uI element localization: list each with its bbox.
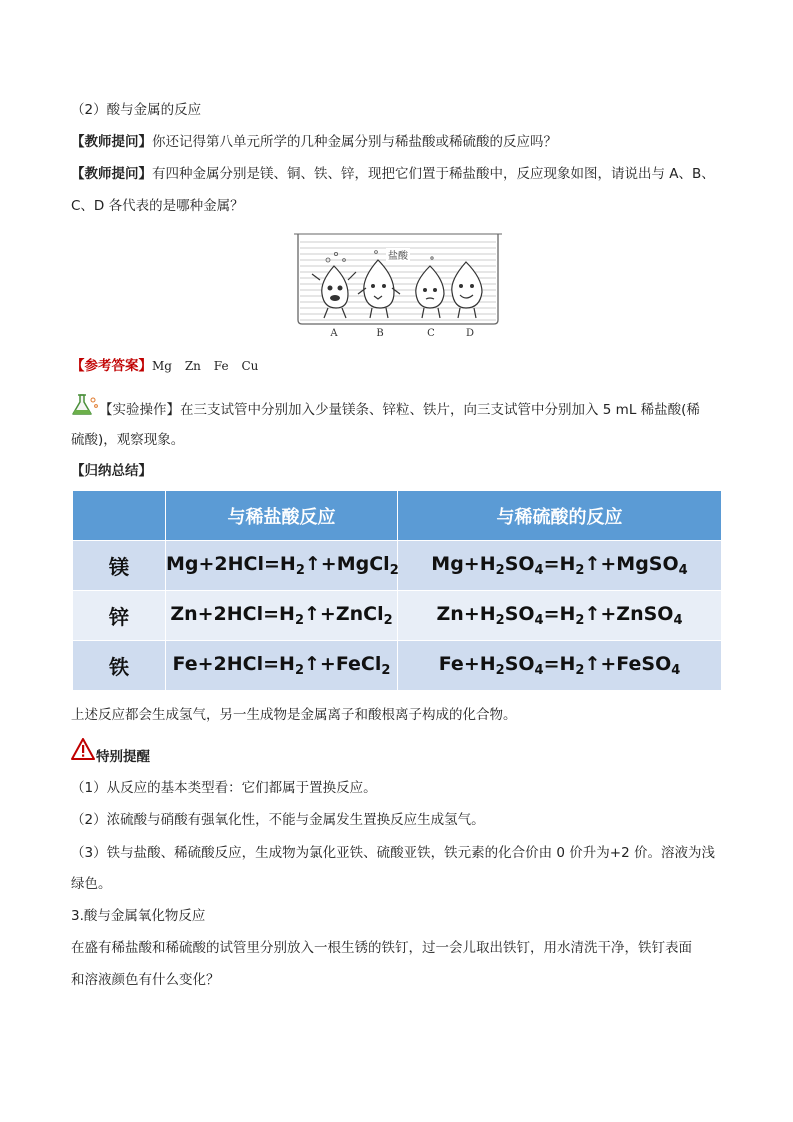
table-row — [73, 641, 722, 691]
experiment-tag: 【实验操作】 — [99, 402, 180, 418]
experiment-cont: 硫酸)，观察现象。 — [71, 432, 185, 448]
experiment — [99, 400, 700, 420]
teacher-question-2-cont: C、D 各代表的是哪种金属？ — [71, 198, 244, 214]
table-row — [73, 591, 722, 641]
metal-droplet-a — [312, 266, 356, 318]
h2so4-equation: $Mg+H_2SO_4=H_2↑+MgSO_4$ — [398, 541, 722, 591]
metal-cell: 铁 — [73, 641, 166, 691]
metal-droplet-d — [452, 262, 482, 318]
h2so4-equation: $Fe+H_2SO_4=H_2↑+FeSO_4$ — [398, 641, 722, 691]
label-d: D — [465, 328, 475, 339]
table-header-row — [73, 491, 722, 541]
reminder-point-3-cont: 绿色。 — [71, 876, 112, 892]
metal-cell: 锌 — [73, 591, 166, 641]
label-c: C — [427, 328, 435, 339]
section-3-question-cont: 和溶液颜色有什么变化？ — [71, 972, 220, 988]
answer-item: Mg — [152, 359, 172, 373]
answer-tag: 【参考答案】 — [71, 358, 152, 374]
header-cell — [73, 491, 166, 541]
reminder-point-2: （2）浓硫酸与硝酸有强氧化性，不能与金属发生置换反应生成氢气。 — [71, 812, 485, 828]
experiment-text: 在三支试管中分别加入少量镁条、锌粒、铁片，向三支试管中分别加入 5 mL 稀盐酸(稀 — [180, 402, 700, 418]
question-tag: 【教师提问】 — [71, 166, 152, 182]
label-b: B — [376, 328, 384, 339]
hcl-equation: $Fe+2HCl=H_2↑+FeCl_2$ — [166, 641, 398, 691]
teacher-question-2 — [71, 164, 715, 184]
warning-icon — [71, 738, 95, 760]
summary-tag: 【归纳总结】 — [71, 463, 152, 479]
answer-item: Cu — [241, 359, 259, 373]
reminder-point-1: （1）从反应的基本类型看：它们都属于置换反应。 — [71, 780, 377, 796]
reminder-title: 特别提醒 — [96, 749, 150, 765]
reference-answer — [71, 356, 258, 376]
section-3-heading: 3.酸与金属氧化物反应 — [71, 908, 206, 924]
question-tag: 【教师提问】 — [71, 134, 152, 150]
reaction-summary-table — [72, 490, 722, 691]
question-text: 有四种金属分别是镁、铜、铁、锌，现把它们置于稀盐酸中，反应现象如图，请说出与 A、B、 — [152, 166, 715, 182]
header-cell: 与稀盐酸反应 — [166, 491, 398, 541]
label-a: A — [330, 328, 338, 339]
hcl-equation: $Zn+2HCl=H_2↑+ZnCl_2$ — [166, 591, 398, 641]
table-row — [73, 541, 722, 591]
flask-icon — [71, 393, 99, 417]
metal-droplet-c — [416, 266, 444, 318]
acid-label: 盐酸 — [388, 251, 408, 262]
section-heading: （2）酸与金属的反应 — [71, 102, 202, 118]
teacher-question-1 — [71, 132, 557, 152]
answer-item: Zn — [184, 359, 201, 373]
metal-cell: 镁 — [73, 541, 166, 591]
reminder-point-3: （3）铁与盐酸、稀硫酸反应，生成物为氯化亚铁、硫酸亚铁，铁元素的化合价由 0 价升为+2 价。溶液为浅 — [71, 845, 715, 861]
header-cell: 与稀硫酸的反应 — [398, 491, 722, 541]
hcl-equation: $Mg+2HCl=H_2↑+MgCl_2$ — [166, 541, 398, 591]
metal-droplet-b — [358, 260, 400, 318]
note-after-table: 上述反应都会生成氢气，另一生成物是金属离子和酸根离子构成的化合物。 — [71, 707, 517, 723]
answer-item: Fe — [213, 359, 229, 373]
h2so4-equation: $Zn+H_2SO_4=H_2↑+ZnSO_4$ — [398, 591, 722, 641]
question-text: 你还记得第八单元所学的几种金属分别与稀盐酸或稀硫酸的反应吗？ — [152, 134, 557, 150]
section-3-question: 在盛有稀盐酸和稀硫酸的试管里分别放入一根生锈的铁钉，过一会儿取出铁钉，用水清洗干净，铁钉表面 — [71, 940, 692, 956]
metal-acid-beaker-figure — [292, 228, 504, 344]
